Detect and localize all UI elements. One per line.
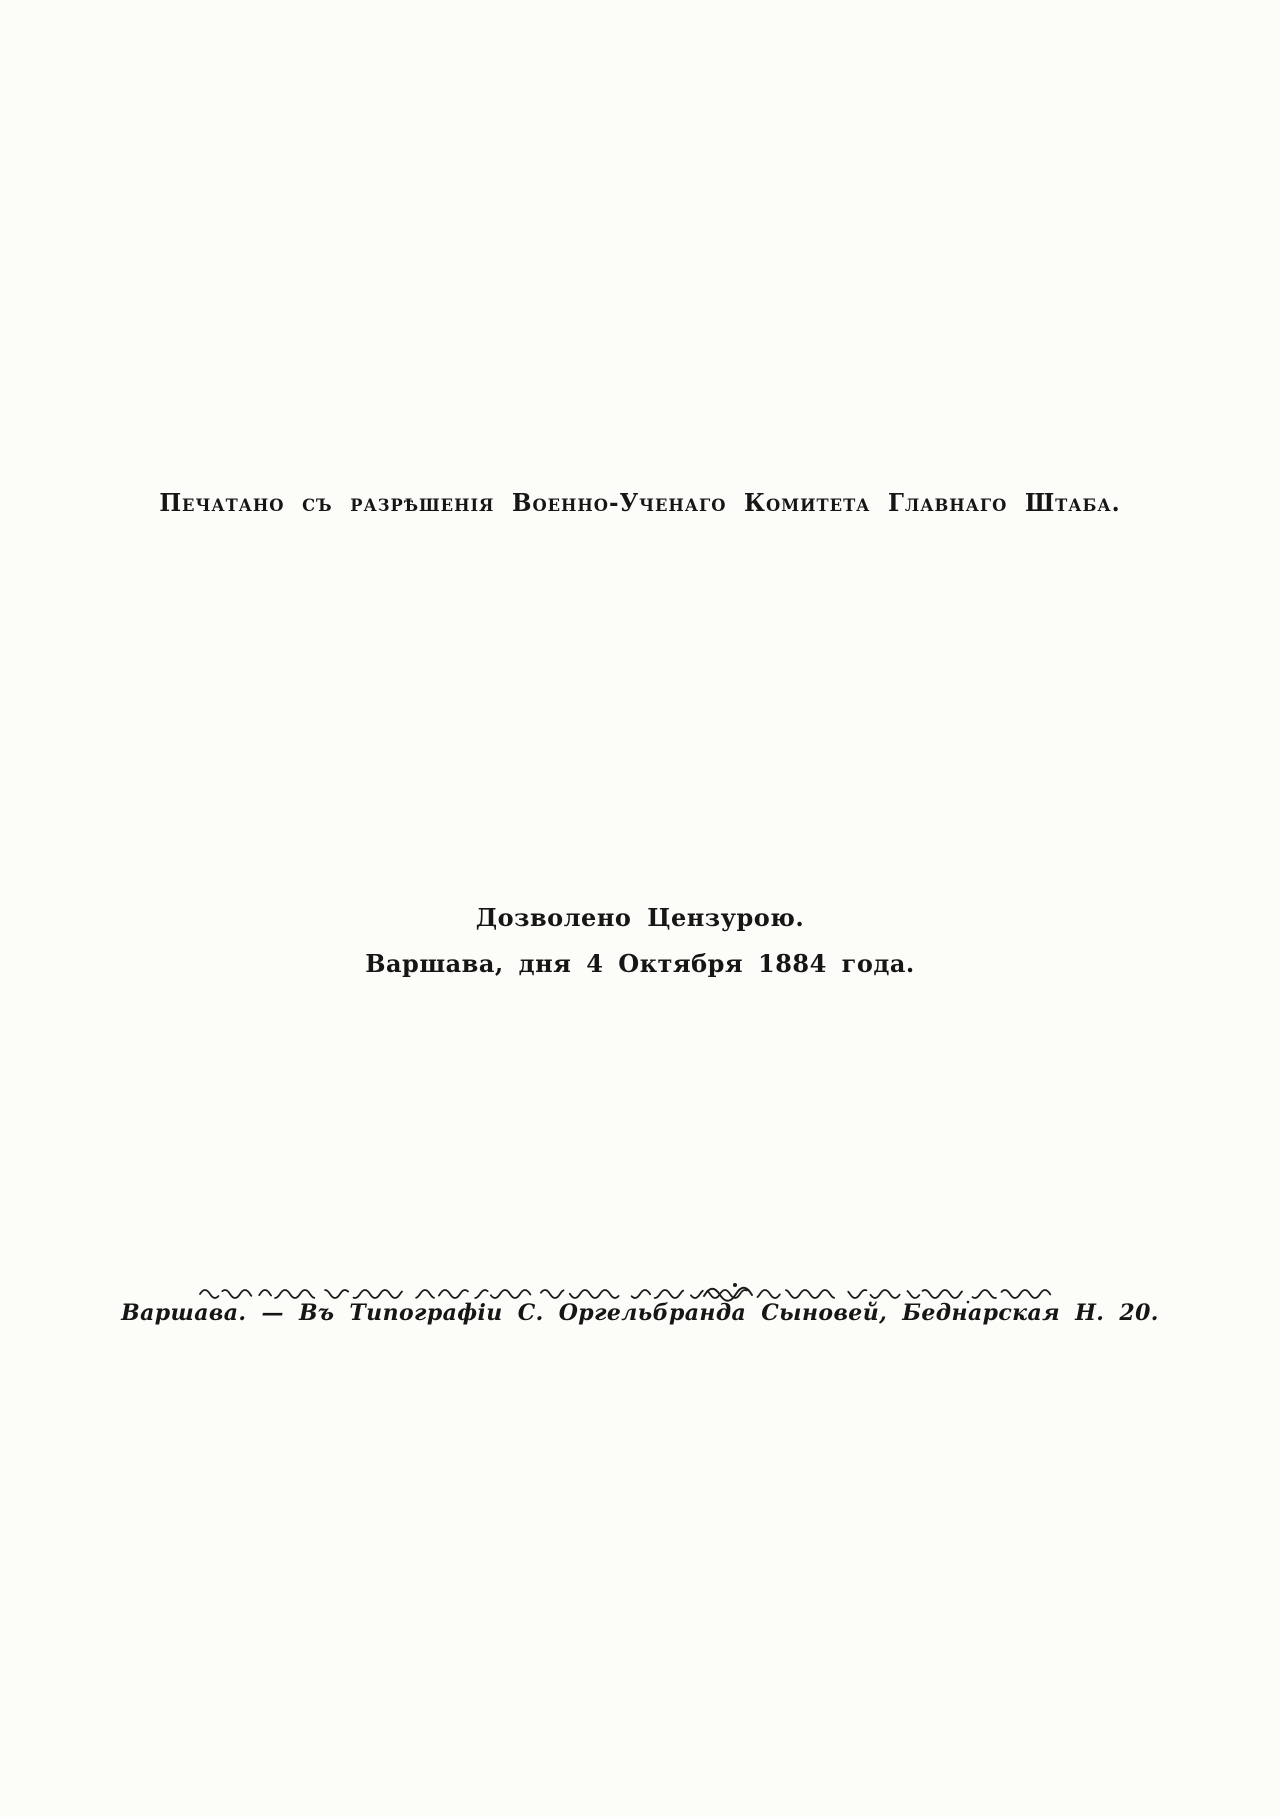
permission-line: Печатано съ разрѣшенія Военно-Ученаго Комитета Главнаго Штаба. xyxy=(159,488,1121,517)
censorship-approval-line: Дозволено Цензурою. xyxy=(475,903,805,932)
printer-imprint-line: Варшава. — Въ Типографіи С. Оргельбранда Сыновей, Беднарская Н. 20. xyxy=(121,1300,1159,1326)
place-date-line: Варшава, дня 4 Октября 1884 года. xyxy=(365,949,915,978)
